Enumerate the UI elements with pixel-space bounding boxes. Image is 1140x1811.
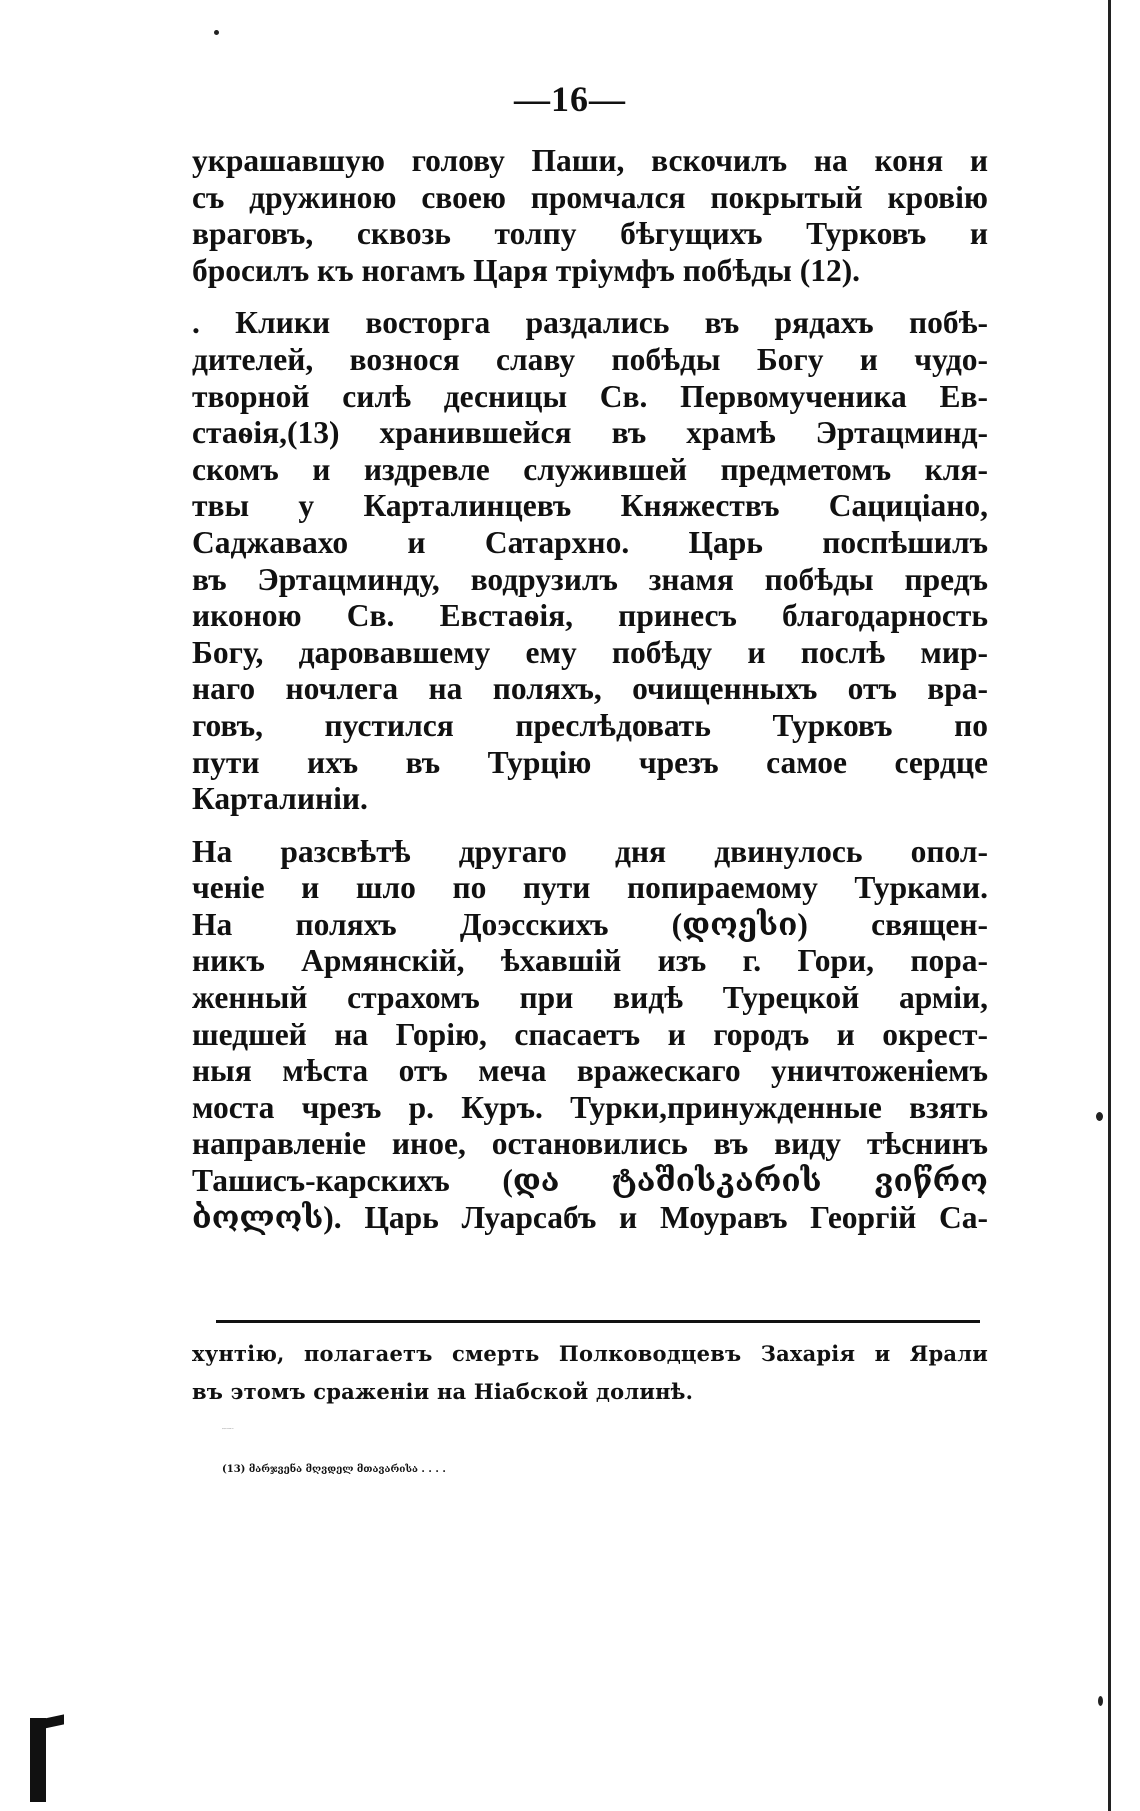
text-line: пути ихъ въ Турцію чрезъ самое сердце xyxy=(192,744,988,780)
paragraph-1 xyxy=(192,143,988,289)
print-speck xyxy=(1098,1696,1103,1706)
text-line: Ташисъ-карскихъ (და ტაშისკარის ვიწრო xyxy=(192,1163,988,1199)
paragraph-2 xyxy=(192,305,988,817)
text-line: твы у Карталинцевъ Княжествъ Сациціано, xyxy=(192,488,988,524)
text-line: ныя мѣста отъ меча вражескаго уничтоженіемъ xyxy=(192,1053,988,1089)
text-line: украшавшую голову Паши, вскочилъ на коня и xyxy=(192,143,988,178)
text-line: скомъ и издревле служившей предметомъ кля- xyxy=(192,451,988,487)
text-line: Карталиніи. xyxy=(192,781,368,817)
text-line: . Клики восторга раздались въ рядахъ побѣ- xyxy=(192,305,988,341)
footnote-12: (12) Кн. 2. купл. 24. xyxy=(222,1429,234,1430)
text-line: ბოლოს). Царь Луарсабъ и Моуравъ Георгій Са- xyxy=(192,1199,988,1235)
text-line: творной силѣ десницы Св. Первомученика Ев- xyxy=(192,378,988,414)
text-line: направленіе иное, остановились въ виду тѣснинъ xyxy=(192,1126,988,1162)
text-line: На поляхъ Доэсскихъ (დოესი) священ- xyxy=(192,906,988,942)
text-line: съ дружиною своею промчался покрытый кровію xyxy=(192,179,988,215)
footnotes xyxy=(192,1335,988,1491)
text-line: наго ночлега на поляхъ, очищенныхъ отъ вра- xyxy=(192,671,988,707)
text-line: говъ, пустился преслѣдовать Турковъ по xyxy=(192,707,988,743)
main-text xyxy=(192,143,988,1236)
footnote-line: въ этомъ сраженіи на Ніабской долинѣ. xyxy=(192,1379,694,1404)
text-line: На разсвѣтѣ другаго дня двинулось опол- xyxy=(192,833,988,869)
text-line: женный страхомъ при видѣ Турецкой арміи, xyxy=(192,980,988,1016)
text-line: Богу, даровавшему ему побѣду и послѣ мир- xyxy=(192,634,988,670)
paragraph-3 xyxy=(192,834,988,1237)
footnote-rule xyxy=(216,1320,980,1323)
page-edge-line xyxy=(1108,0,1111,1811)
text-line: моста чрезъ р. Куръ. Турки,принужденные взять xyxy=(192,1089,988,1125)
text-line: иконою Св. Евстаѳія, принесъ благодарность xyxy=(192,598,988,634)
text-line: въ Эртацминду, водрузилъ знамя побѣды предъ xyxy=(192,561,988,597)
footnote-continuation xyxy=(192,1335,988,1411)
footnote-13: (13) მარჯვენა მღვდელ მთავარისა . . . . xyxy=(222,1464,446,1475)
text-line: Саджавахо и Сатархно. Царь поспѣшилъ xyxy=(192,524,988,560)
footnote-line: хунтію, полагаетъ смерть Полководцевъ Захарія и Ярали xyxy=(192,1341,988,1366)
text-line: бросилъ къ ногамъ Царя тріумфъ побѣды (12). xyxy=(192,252,861,288)
text-line: стаѳія,(13) хранившейся въ храмѣ Эртацминд- xyxy=(192,415,988,451)
print-speck xyxy=(1096,1112,1103,1121)
text-line: шедшей на Горію, спасаетъ и городъ и окрест- xyxy=(192,1016,988,1052)
binding-mark xyxy=(30,1708,64,1802)
text-line: ченіе и шло по пути попираемому Турками. xyxy=(192,870,988,906)
text-line: враговъ, сквозь толпу бѣгущихъ Турковъ и xyxy=(192,216,988,252)
page-number: —16— xyxy=(514,79,626,119)
print-speck xyxy=(214,30,219,35)
text-line: никъ Армянскій, ѣхавшій изъ г. Гори, пора- xyxy=(192,943,988,979)
text-line: дителей, вознося славу побѣды Богу и чудо- xyxy=(192,341,988,377)
